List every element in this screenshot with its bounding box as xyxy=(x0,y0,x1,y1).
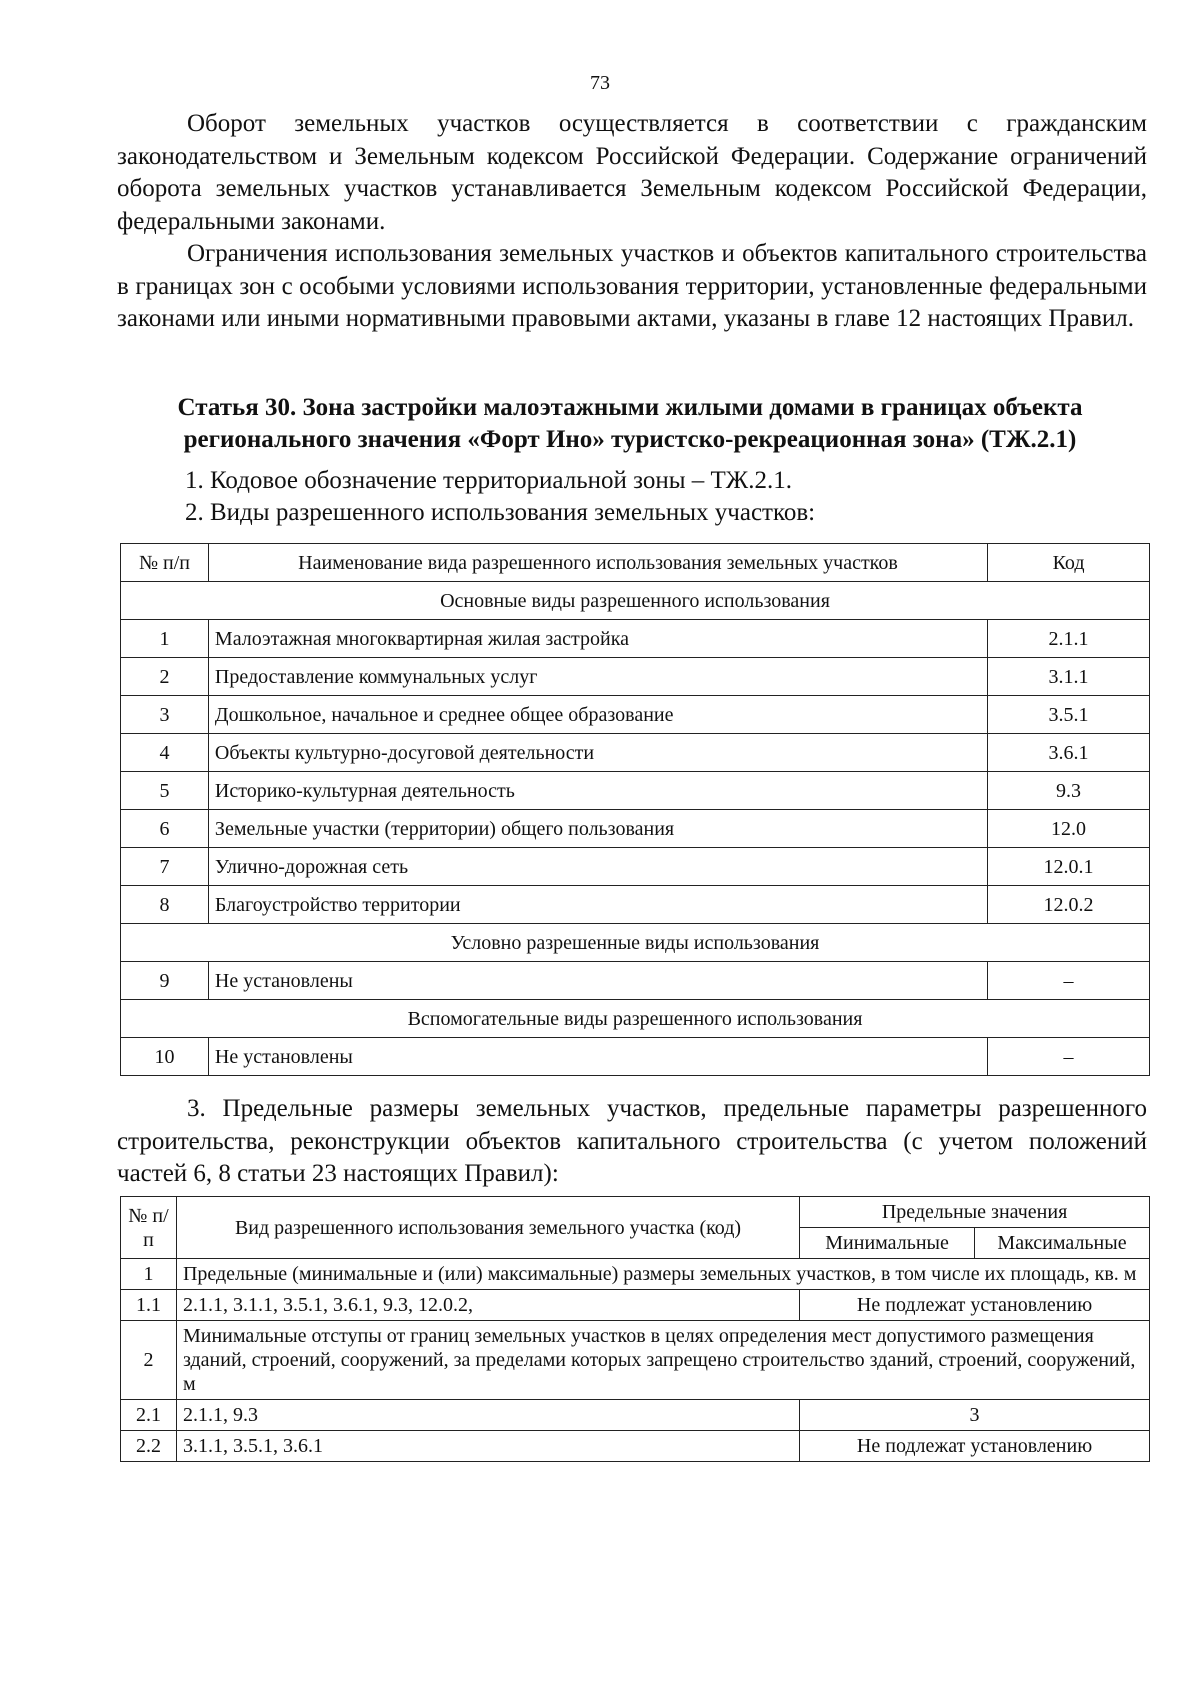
article-heading xyxy=(110,392,1150,456)
row-use-name: Дошкольное, начальное и среднее общее образование xyxy=(208,696,987,734)
row-value: 3 xyxy=(800,1400,1150,1431)
table-row xyxy=(121,696,1150,734)
row-number: 2 xyxy=(121,658,209,696)
limit-parameters-table xyxy=(120,1196,1150,1462)
header-minimum: Минимальные xyxy=(800,1228,975,1259)
list-item-zone-code: 1. Кодовое обозначение территориальной зоны – ТЖ.2.1. xyxy=(185,467,792,494)
table-row xyxy=(121,1259,1150,1290)
table-row xyxy=(121,848,1150,886)
page-number: 73 xyxy=(590,72,610,94)
table-row xyxy=(121,1038,1150,1076)
header-limit-values: Предельные значения xyxy=(800,1197,1150,1228)
section-main-label: Основные виды разрешенного использования xyxy=(121,582,1150,620)
row-code: 3.5.1 xyxy=(988,696,1150,734)
row-code: 3.1.1 xyxy=(988,658,1150,696)
row-codes: 2.1.1, 9.3 xyxy=(176,1400,799,1431)
row-codes: 2.1.1, 3.1.1, 3.5.1, 3.6.1, 9.3, 12.0.2, xyxy=(176,1290,799,1321)
section-row-main xyxy=(121,582,1150,620)
row-value: Не подлежат установлению xyxy=(800,1290,1150,1321)
params-header-row xyxy=(121,1197,1150,1228)
section-row-auxiliary xyxy=(121,1000,1150,1038)
row-use-name: Историко-культурная деятельность xyxy=(208,772,987,810)
row-code: 12.0 xyxy=(988,810,1150,848)
row-number: 7 xyxy=(121,848,209,886)
row-number: 2 xyxy=(121,1321,177,1400)
article-heading-line1: Статья 30. Зона застройки малоэтажными жилыми домами в границах объекта xyxy=(177,394,1083,421)
row-number: 1.1 xyxy=(121,1290,177,1321)
table-row xyxy=(121,658,1150,696)
header-code: Код xyxy=(988,544,1150,582)
article-heading-line2: регионального значения «Форт Ино» туристско-рекреационная зона» (ТЖ.2.1) xyxy=(183,426,1077,453)
table-row xyxy=(121,1400,1150,1431)
row-code: 2.1.1 xyxy=(988,620,1150,658)
row-code: 3.6.1 xyxy=(988,734,1150,772)
paragraph-limits: 3. Предельные размеры земельных участков, предельные параметры разрешенного строительства, реконструкции объектов капитального строительства (с учетом положений частей 6, 8 статьи 23 настоящих Правил): xyxy=(117,1095,1147,1187)
row-code: 12.0.2 xyxy=(988,886,1150,924)
table-row xyxy=(121,772,1150,810)
table-row xyxy=(121,1290,1150,1321)
list-item-permitted-uses: 2. Виды разрешенного использования земельных участков: xyxy=(185,499,816,526)
header-number: № п/п xyxy=(121,1197,177,1259)
row-number: 1 xyxy=(121,620,209,658)
row-code: – xyxy=(988,962,1150,1000)
section-auxiliary-label: Вспомогательные виды разрешенного использования xyxy=(121,1000,1150,1038)
section-conditional-label: Условно разрешенные виды использования xyxy=(121,924,1150,962)
row-use-name: Объекты культурно-досуговой деятельности xyxy=(208,734,987,772)
row-number: 6 xyxy=(121,810,209,848)
row-number: 2.1 xyxy=(121,1400,177,1431)
row-number: 2.2 xyxy=(121,1431,177,1462)
row-use-name: Не установлены xyxy=(208,1038,987,1076)
intro-text xyxy=(117,108,1147,336)
row-number: 3 xyxy=(121,696,209,734)
permitted-uses-table xyxy=(120,543,1150,1076)
row-number: 5 xyxy=(121,772,209,810)
row-number: 10 xyxy=(121,1038,209,1076)
table-row xyxy=(121,1431,1150,1462)
header-use-type: Вид разрешенного использования земельного участка (код) xyxy=(176,1197,799,1259)
table-row xyxy=(121,734,1150,772)
row-use-name: Улично-дорожная сеть xyxy=(208,848,987,886)
table-row xyxy=(121,962,1150,1000)
limits-intro xyxy=(117,1093,1147,1191)
header-number: № п/п xyxy=(121,544,209,582)
row-number: 8 xyxy=(121,886,209,924)
row-value: Не подлежат установлению xyxy=(800,1431,1150,1462)
row-use-name: Не установлены xyxy=(208,962,987,1000)
row-number: 4 xyxy=(121,734,209,772)
row-number: 1 xyxy=(121,1259,177,1290)
numbered-list xyxy=(185,465,815,529)
row-code: 12.0.1 xyxy=(988,848,1150,886)
row-use-name: Благоустройство территории xyxy=(208,886,987,924)
table-header-row xyxy=(121,544,1150,582)
header-use-name: Наименование вида разрешенного использования земельных участков xyxy=(208,544,987,582)
table-row xyxy=(121,620,1150,658)
row-use-name: Предоставление коммунальных услуг xyxy=(208,658,987,696)
row-parameter-description: Минимальные отступы от границ земельных участков в целях определения мест допустимого размещения зданий, строений, сооружений, за пределами которых запрещено строительство зданий, строений, сооружений, м xyxy=(176,1321,1149,1400)
header-maximum: Максимальные xyxy=(975,1228,1150,1259)
section-row-conditional xyxy=(121,924,1150,962)
table-row xyxy=(121,1321,1150,1400)
row-parameter-description: Предельные (минимальные и (или) максимальные) размеры земельных участков, в том числе их площадь, кв. м xyxy=(176,1259,1149,1290)
table-row xyxy=(121,810,1150,848)
paragraph-restrictions: Ограничения использования земельных участков и объектов капитального строительства в границах зон с особыми условиями использования территории, установленные федеральными законами или иными нормативными правовыми актами, указаны в главе 12 настоящих Правил. xyxy=(117,240,1147,332)
paragraph-turnover: Оборот земельных участков осуществляется в соответствии с гражданским законодательством и Земельным кодексом Российской Федерации. Содержание ограничений оборота земельных участков устанавливается Земельным кодексом Российской Федерации, федеральными законами. xyxy=(117,110,1147,235)
row-code: – xyxy=(988,1038,1150,1076)
row-codes: 3.1.1, 3.5.1, 3.6.1 xyxy=(176,1431,799,1462)
row-number: 9 xyxy=(121,962,209,1000)
row-code: 9.3 xyxy=(988,772,1150,810)
row-use-name: Земельные участки (территории) общего пользования xyxy=(208,810,987,848)
table-row xyxy=(121,886,1150,924)
row-use-name: Малоэтажная многоквартирная жилая застройка xyxy=(208,620,987,658)
